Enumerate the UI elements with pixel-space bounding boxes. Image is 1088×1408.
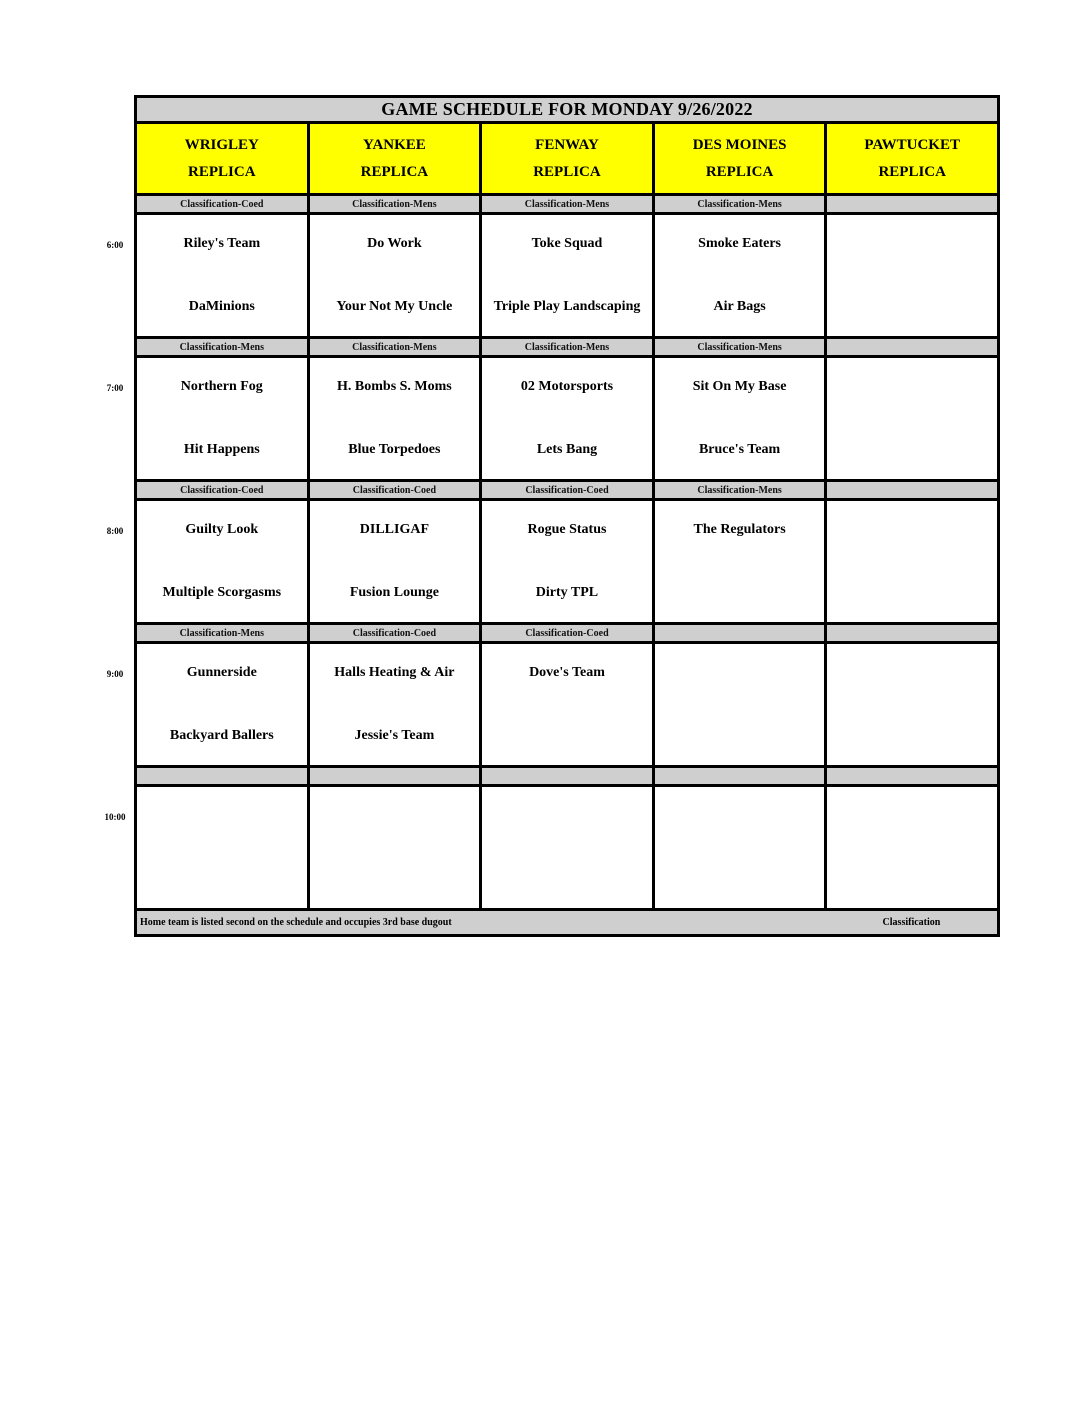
game-cell — [308, 786, 481, 910]
field-header — [136, 123, 309, 195]
away-team: Gunnerside — [186, 664, 257, 680]
game-cell — [308, 214, 481, 338]
away-team: Dove's Team — [529, 664, 605, 680]
game-row — [136, 786, 999, 910]
game-cell — [136, 786, 309, 910]
classification-row — [136, 481, 999, 500]
field-name: YANKEE — [362, 136, 426, 153]
home-team: Jessie's Team — [354, 727, 435, 743]
classification-label: Classification-Mens — [481, 338, 654, 357]
away-team: Rogue Status — [527, 521, 607, 537]
game-cell — [653, 357, 826, 481]
game-cell — [481, 500, 654, 624]
game-cell — [826, 357, 999, 481]
game-cell — [136, 357, 309, 481]
game-cell — [308, 643, 481, 767]
classification-label: Classification-Mens — [653, 338, 826, 357]
footer-row — [136, 910, 999, 936]
game-cell — [136, 500, 309, 624]
field-header-row — [136, 123, 999, 195]
field-name: WRIGLEY — [184, 136, 259, 153]
home-team: Triple Play Landscaping — [493, 298, 641, 314]
away-team: Sit On My Base — [692, 378, 787, 394]
time-label: 9:00 — [106, 669, 124, 679]
game-cell — [481, 214, 654, 338]
classification-label: Classification-Mens — [308, 195, 481, 214]
game-row — [136, 214, 999, 338]
home-team: Air Bags — [713, 298, 766, 314]
home-team: Blue Torpedoes — [348, 441, 441, 457]
footer-note: Home team is listed second on the schedule and occupies 3rd base dugout — [136, 910, 826, 936]
time-label: 8:00 — [106, 526, 124, 536]
home-team: Hit Happens — [183, 441, 260, 457]
game-cell — [826, 500, 999, 624]
home-team: Multiple Scorgasms — [162, 584, 282, 600]
classification-label: Classification-Coed — [308, 624, 481, 643]
field-name: DES MOINES — [692, 136, 787, 153]
away-team: 02 Motorsports — [520, 378, 614, 394]
classification-label: Classification-Coed — [136, 195, 309, 214]
classification-label — [481, 767, 654, 786]
field-name: FENWAY — [535, 136, 599, 153]
away-team: H. Bombs S. Moms — [337, 378, 452, 394]
classification-label: Classification-Coed — [136, 481, 309, 500]
field-header — [308, 123, 481, 195]
time-label: 7:00 — [106, 383, 124, 393]
game-cell — [481, 643, 654, 767]
home-team: Lets Bang — [536, 441, 598, 457]
game-cell — [136, 214, 309, 338]
game-cell — [653, 786, 826, 910]
game-row — [136, 500, 999, 624]
home-team: Your Not My Uncle — [336, 298, 453, 314]
field-subtitle: REPLICA — [878, 163, 946, 180]
classification-label: Classification-Coed — [481, 481, 654, 500]
field-header — [653, 123, 826, 195]
game-cell — [653, 214, 826, 338]
home-team: Fusion Lounge — [349, 584, 439, 600]
classification-label — [826, 481, 999, 500]
field-header — [826, 123, 999, 195]
away-team: Northern Fog — [180, 378, 263, 394]
away-team: DILLIGAF — [359, 521, 429, 537]
schedule-title: GAME SCHEDULE FOR MONDAY 9/26/2022 — [136, 97, 999, 123]
classification-label: Classification-Mens — [653, 481, 826, 500]
classification-label — [826, 624, 999, 643]
game-cell — [481, 786, 654, 910]
classification-row — [136, 195, 999, 214]
field-subtitle: REPLICA — [360, 163, 429, 180]
away-team: Guilty Look — [185, 521, 259, 537]
classification-row — [136, 338, 999, 357]
away-team: The Regulators — [693, 521, 786, 537]
away-team: Riley's Team — [183, 235, 261, 251]
home-team: Dirty TPL — [535, 584, 599, 600]
field-subtitle: REPLICA — [705, 163, 774, 180]
classification-label — [308, 767, 481, 786]
classification-label: Classification-Mens — [136, 624, 309, 643]
classification-label: Classification-Mens — [653, 195, 826, 214]
game-cell — [826, 214, 999, 338]
classification-label — [136, 767, 309, 786]
home-team: Backyard Ballers — [169, 727, 274, 743]
field-subtitle: REPLICA — [533, 163, 601, 180]
classification-label — [826, 338, 999, 357]
field-subtitle: REPLICA — [188, 163, 256, 180]
classification-label — [826, 195, 999, 214]
away-team: Toke Squad — [531, 235, 603, 251]
footer-classification-label: Classification — [826, 910, 999, 936]
game-row — [136, 357, 999, 481]
away-team: Smoke Eaters — [698, 235, 781, 251]
game-cell — [653, 643, 826, 767]
classification-row — [136, 767, 999, 786]
classification-label — [653, 767, 826, 786]
game-cell — [308, 357, 481, 481]
game-cell — [653, 500, 826, 624]
game-cell — [826, 786, 999, 910]
classification-row — [136, 624, 999, 643]
game-row — [136, 643, 999, 767]
home-team: DaMinions — [188, 298, 255, 314]
field-name: PAWTUCKET — [864, 136, 960, 153]
classification-label: Classification-Coed — [308, 481, 481, 500]
game-cell — [826, 643, 999, 767]
classification-label: Classification-Mens — [308, 338, 481, 357]
away-team: Halls Heating & Air — [334, 664, 455, 680]
classification-label: Classification-Mens — [481, 195, 654, 214]
game-cell — [481, 357, 654, 481]
classification-label: Classification-Mens — [136, 338, 309, 357]
game-cell — [308, 500, 481, 624]
classification-label — [826, 767, 999, 786]
schedule-table — [134, 95, 1000, 937]
game-cell — [136, 643, 309, 767]
classification-label: Classification-Coed — [481, 624, 654, 643]
field-header — [481, 123, 654, 195]
time-label: 6:00 — [106, 240, 124, 250]
classification-label — [653, 624, 826, 643]
time-label: 10:00 — [104, 812, 126, 822]
away-team: Do Work — [367, 235, 422, 251]
home-team: Bruce's Team — [698, 441, 781, 457]
